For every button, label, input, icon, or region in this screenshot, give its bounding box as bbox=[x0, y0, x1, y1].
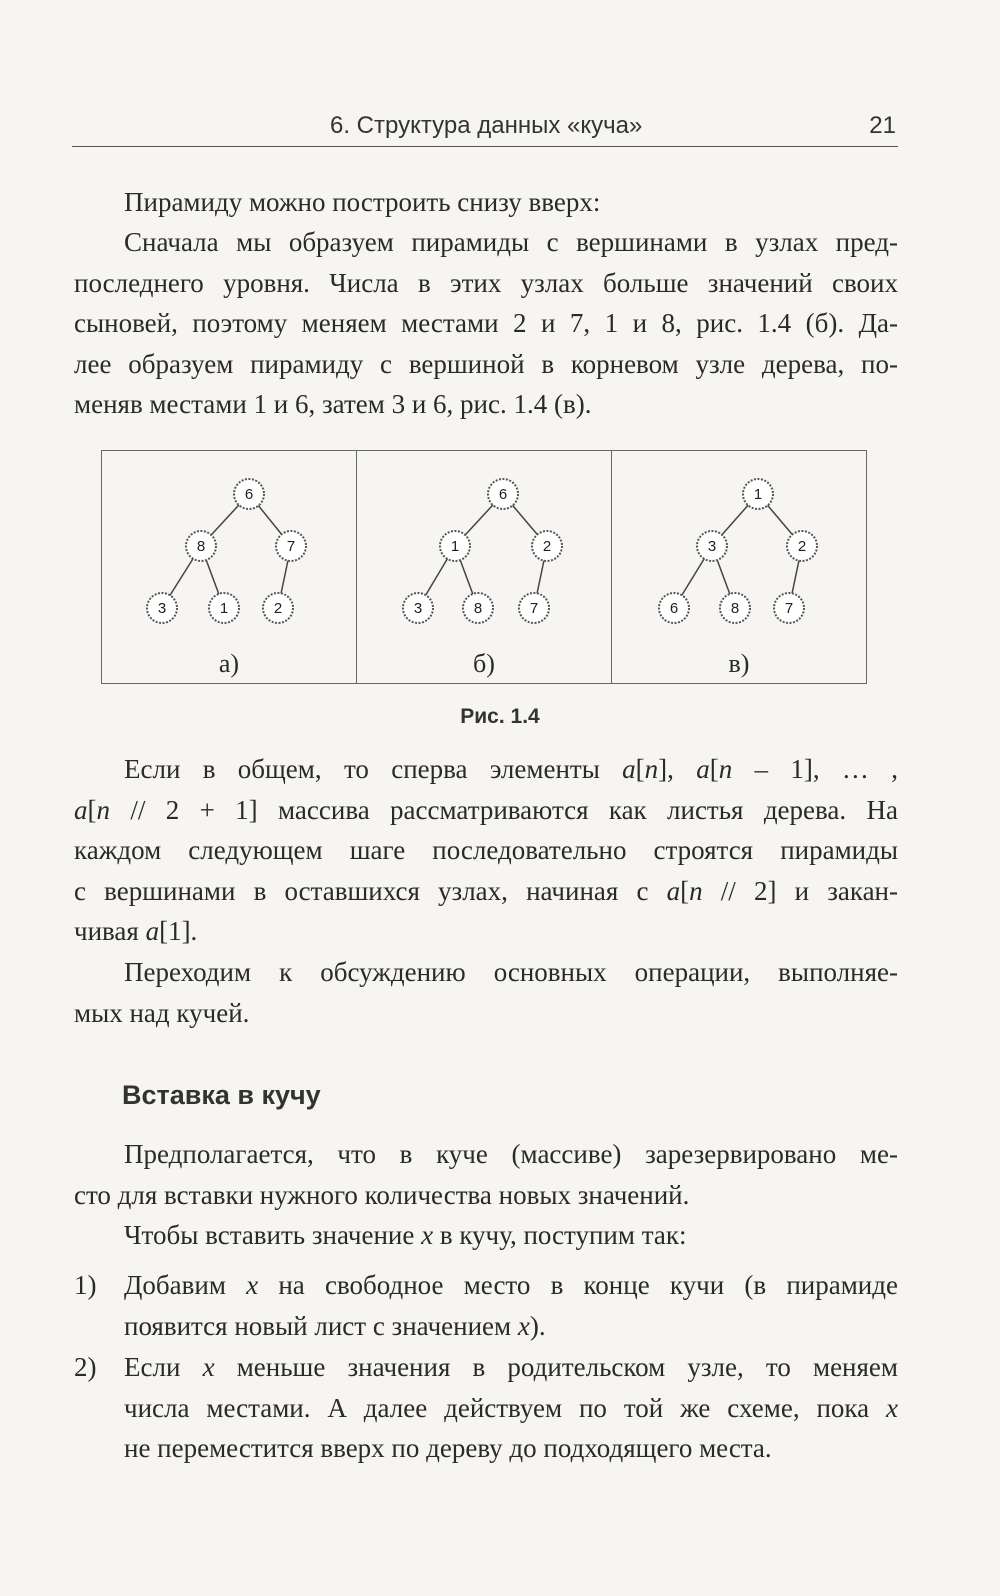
svg-text:2: 2 bbox=[542, 538, 552, 555]
svg-text:3: 3 bbox=[157, 600, 167, 617]
tree-node bbox=[774, 593, 804, 623]
svg-text:1: 1 bbox=[219, 600, 229, 617]
text-line: лее образуем пирамиду с вершиной в корневом узле дерева, по- bbox=[74, 348, 898, 379]
panel-label-b: б) bbox=[473, 649, 495, 678]
paragraph-general bbox=[74, 749, 898, 952]
text-line: Добавим x на свободное место в конце кучи (в пирамиде bbox=[124, 1270, 898, 1300]
page-number: 21 bbox=[869, 112, 896, 139]
text-line: не переместится вверх по дереву до подходящего места. bbox=[124, 1433, 772, 1463]
svg-text:8: 8 bbox=[196, 538, 206, 555]
heap-figure bbox=[101, 450, 867, 684]
text-line: сыновей, поэтому меняем местами 2 и 7, 1 и 8, рис. 1.4 (б). Да- bbox=[74, 308, 898, 338]
tree-node bbox=[519, 593, 549, 623]
text-line: Если в общем, то сперва элементы a[n], a[n – 1], … , bbox=[124, 754, 898, 784]
svg-text:2: 2 bbox=[273, 600, 283, 617]
tree-node bbox=[276, 531, 306, 561]
text-line: Переходим к обсуждению основных операции, выполняе- bbox=[124, 957, 898, 987]
panel-label-a: а) bbox=[218, 649, 240, 678]
tree-node bbox=[463, 593, 493, 623]
tree-node bbox=[743, 479, 773, 509]
list-item bbox=[74, 1265, 898, 1346]
svg-text:7: 7 bbox=[529, 600, 539, 617]
text-line: числа местами. А далее действуем по той же схеме, пока x bbox=[124, 1392, 898, 1423]
svg-text:8: 8 bbox=[730, 600, 740, 617]
svg-text:3: 3 bbox=[707, 538, 717, 555]
text-line: меняв местами 1 и 6, затем 3 и 6, рис. 1.4 (в). bbox=[74, 389, 592, 419]
svg-text:7: 7 bbox=[784, 600, 794, 617]
text-line: Если x меньше значения в родительском узле, то меняем bbox=[124, 1352, 898, 1382]
paragraph-intro bbox=[74, 182, 898, 223]
text-line: появится новый лист с значением x). bbox=[124, 1310, 546, 1341]
svg-text:3: 3 bbox=[413, 600, 423, 617]
paragraph-insert-intro bbox=[74, 1215, 898, 1256]
text-line: чивая a[1]. bbox=[74, 916, 198, 946]
text-line: каждом следующем шаге последовательно строятся пирамиды bbox=[74, 835, 898, 865]
text-line: Сначала мы образуем пирамиды с вершинами в узлах пред- bbox=[124, 227, 898, 257]
figure-panel-b bbox=[357, 451, 612, 683]
text-line: сто для вставки нужного количества новых значений. bbox=[74, 1179, 690, 1210]
running-header bbox=[72, 108, 898, 147]
text-line: мых над кучей. bbox=[74, 997, 250, 1028]
svg-text:1: 1 bbox=[450, 538, 460, 555]
text-line: a[n // 2 + 1] массива рассматриваются как листья дерева. На bbox=[74, 794, 898, 825]
list-number: 1) bbox=[74, 1270, 97, 1300]
tree-node bbox=[659, 593, 689, 623]
figure-panel-a bbox=[102, 451, 357, 683]
tree-diagram-c bbox=[612, 451, 867, 641]
svg-text:6: 6 bbox=[244, 486, 254, 503]
text-line: последнего уровня. Числа в этих узлах больше значений своих bbox=[74, 267, 898, 298]
tree-node bbox=[186, 531, 216, 561]
text-line: с вершинами в оставшихся узлах, начиная с a[n // 2] и закан- bbox=[74, 875, 898, 906]
tree-node bbox=[234, 479, 264, 509]
svg-text:7: 7 bbox=[286, 538, 296, 555]
figure-panel-c bbox=[612, 451, 866, 683]
tree-node bbox=[532, 531, 562, 561]
tree-diagram-b bbox=[357, 451, 612, 641]
svg-text:6: 6 bbox=[498, 486, 508, 503]
tree-node bbox=[147, 593, 177, 623]
tree-node bbox=[787, 531, 817, 561]
paragraph-operations bbox=[74, 952, 898, 1033]
tree-node bbox=[209, 593, 239, 623]
paragraph-build-steps bbox=[74, 222, 898, 425]
paragraph-reserved bbox=[74, 1134, 898, 1215]
tree-node bbox=[720, 593, 750, 623]
text-line: Предполагается, что в куче (массиве) зарезервировано ме- bbox=[124, 1139, 898, 1169]
svg-text:8: 8 bbox=[473, 600, 483, 617]
list-number: 2) bbox=[74, 1352, 97, 1382]
svg-text:1: 1 bbox=[753, 486, 763, 503]
text-line: Чтобы вставить значение x в кучу, поступим так: bbox=[124, 1220, 687, 1250]
list-item bbox=[74, 1347, 898, 1469]
section-title: Вставка в кучу bbox=[122, 1080, 321, 1110]
svg-text:2: 2 bbox=[797, 538, 807, 555]
figure-caption: Рис. 1.4 bbox=[460, 705, 540, 728]
tree-node bbox=[488, 479, 518, 509]
tree-node bbox=[697, 531, 727, 561]
tree-node bbox=[263, 593, 293, 623]
chapter-title: 6. Структура данных «куча» bbox=[330, 112, 643, 139]
panel-label-c: в) bbox=[728, 649, 750, 678]
tree-node bbox=[440, 531, 470, 561]
svg-text:6: 6 bbox=[669, 600, 679, 617]
tree-node bbox=[403, 593, 433, 623]
tree-diagram-a bbox=[102, 451, 357, 641]
paragraph-intro-text: Пирамиду можно построить снизу вверх: bbox=[124, 187, 601, 217]
